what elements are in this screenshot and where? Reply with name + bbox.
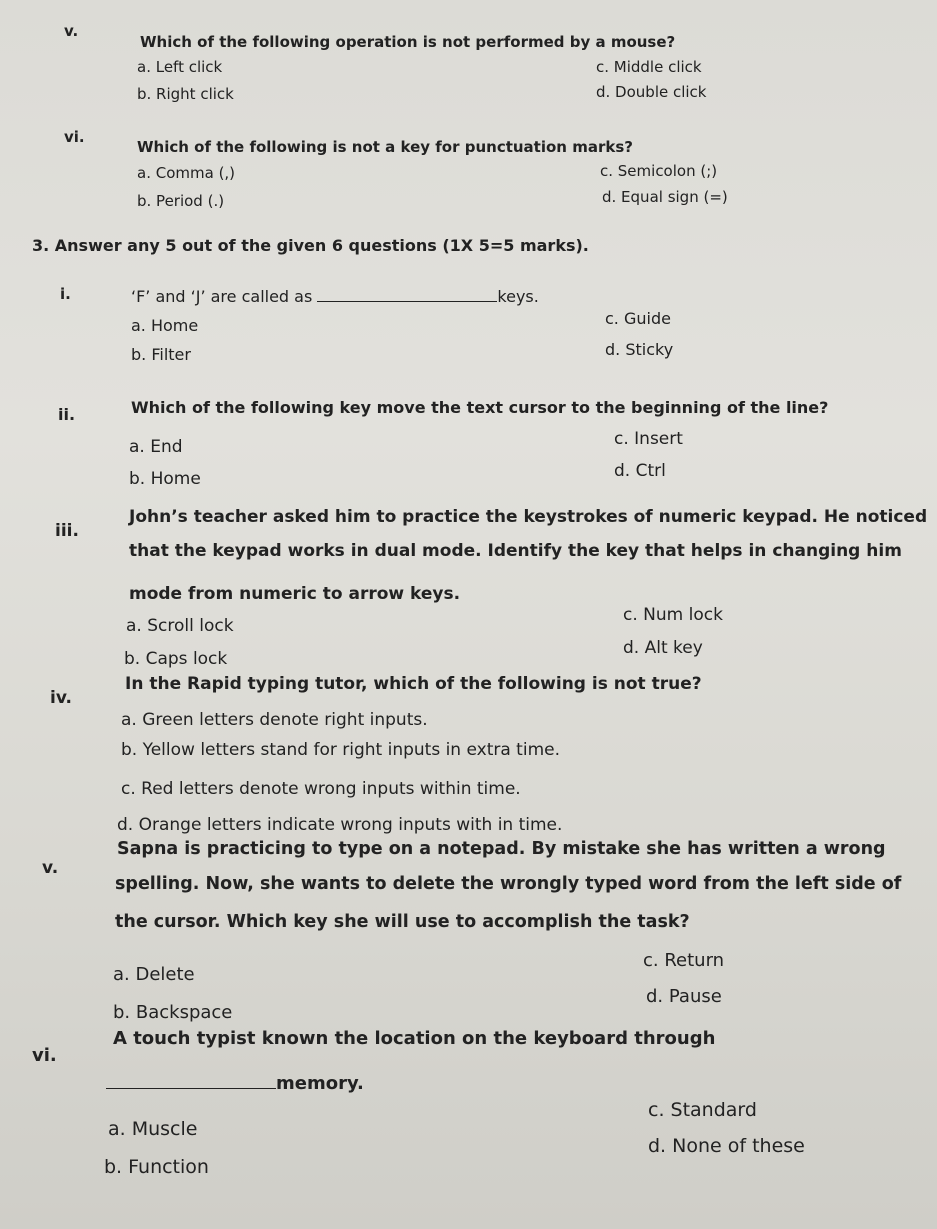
option-b: b. Caps lock	[124, 649, 228, 669]
question-text-line1: John’s teacher asked him to practice the keystrokes of numeric keypad. He noticed	[129, 507, 928, 527]
option-d: d. Alt key	[623, 638, 703, 658]
question-text-line2: spelling. Now, she wants to delete the wrongly typed word from the left side of	[115, 874, 902, 894]
question-text: Which of the following is not a key for punctuation marks?	[137, 138, 633, 156]
question-text	[131, 285, 539, 306]
option-a: a. Scroll lock	[126, 616, 234, 636]
option-b: b. Home	[129, 469, 201, 489]
option-a: a. Green letters denote right inputs.	[121, 710, 428, 730]
question-text-after: keys.	[497, 287, 539, 306]
question-number: iii.	[55, 521, 79, 541]
option-a: a. End	[129, 437, 183, 457]
question-text-line1: Sapna is practicing to type on a notepad. By mistake she has written a wrong	[117, 839, 886, 859]
question-number: v.	[42, 858, 59, 878]
question-text: In the Rapid typing tutor, which of the following is not true?	[125, 674, 702, 694]
question-text-line1: A touch typist known the location on the keyboard through	[113, 1028, 716, 1049]
question-number: iv.	[50, 688, 72, 708]
question-text-after: memory.	[276, 1073, 364, 1094]
question-text: Which of the following key move the text cursor to the beginning of the line?	[131, 398, 829, 417]
section-heading: 3. Answer any 5 out of the given 6 questions (1X 5=5 marks).	[32, 236, 589, 255]
question-text: Which of the following operation is not performed by a mouse?	[140, 33, 676, 51]
question-number: i.	[60, 285, 71, 303]
option-d: d. Equal sign (=)	[602, 188, 728, 206]
option-b: b. Period (.)	[137, 192, 225, 210]
option-c: c. Middle click	[596, 58, 702, 76]
option-c: c. Standard	[648, 1099, 757, 1121]
option-b: b. Backspace	[113, 1002, 233, 1023]
question-number: ii.	[58, 405, 76, 424]
question-text-line3: the cursor. Which key she will use to accomplish the task?	[115, 912, 690, 932]
option-d: d. Orange letters indicate wrong inputs with in time.	[117, 815, 563, 835]
option-c: c. Red letters denote wrong inputs within time.	[121, 779, 521, 799]
option-c: c. Semicolon (;)	[600, 162, 718, 180]
option-a: a. Muscle	[108, 1118, 198, 1140]
option-a: a. Home	[131, 316, 199, 335]
question-number: v.	[64, 22, 79, 40]
option-d: d. Sticky	[605, 340, 674, 359]
option-b: b. Function	[104, 1156, 209, 1178]
option-c: c. Num lock	[623, 605, 723, 625]
option-b: b. Yellow letters stand for right inputs in extra time.	[121, 740, 560, 760]
option-a: a. Left click	[137, 58, 223, 76]
answer-blank	[106, 1070, 276, 1089]
answer-blank	[317, 285, 497, 302]
option-b: b. Filter	[131, 345, 191, 364]
option-a: a. Comma (,)	[137, 164, 236, 182]
question-text-line3: mode from numeric to arrow keys.	[129, 584, 461, 604]
option-a: a. Delete	[113, 964, 195, 985]
option-d: d. Double click	[596, 83, 707, 101]
question-text-line2	[106, 1070, 364, 1094]
question-text-line2: that the keypad works in dual mode. Identify the key that helps in changing him	[129, 541, 902, 561]
option-c: c. Guide	[605, 309, 671, 328]
option-b: b. Right click	[137, 85, 234, 103]
option-d: d. None of these	[648, 1135, 805, 1157]
option-c: c. Insert	[614, 429, 683, 449]
question-number: vi.	[64, 128, 85, 146]
option-d: d. Pause	[646, 986, 722, 1007]
question-text-before: ‘F’ and ‘J’ are called as	[131, 287, 313, 306]
question-number: vi.	[32, 1045, 57, 1066]
option-c: c. Return	[643, 950, 725, 971]
option-d: d. Ctrl	[614, 461, 666, 481]
